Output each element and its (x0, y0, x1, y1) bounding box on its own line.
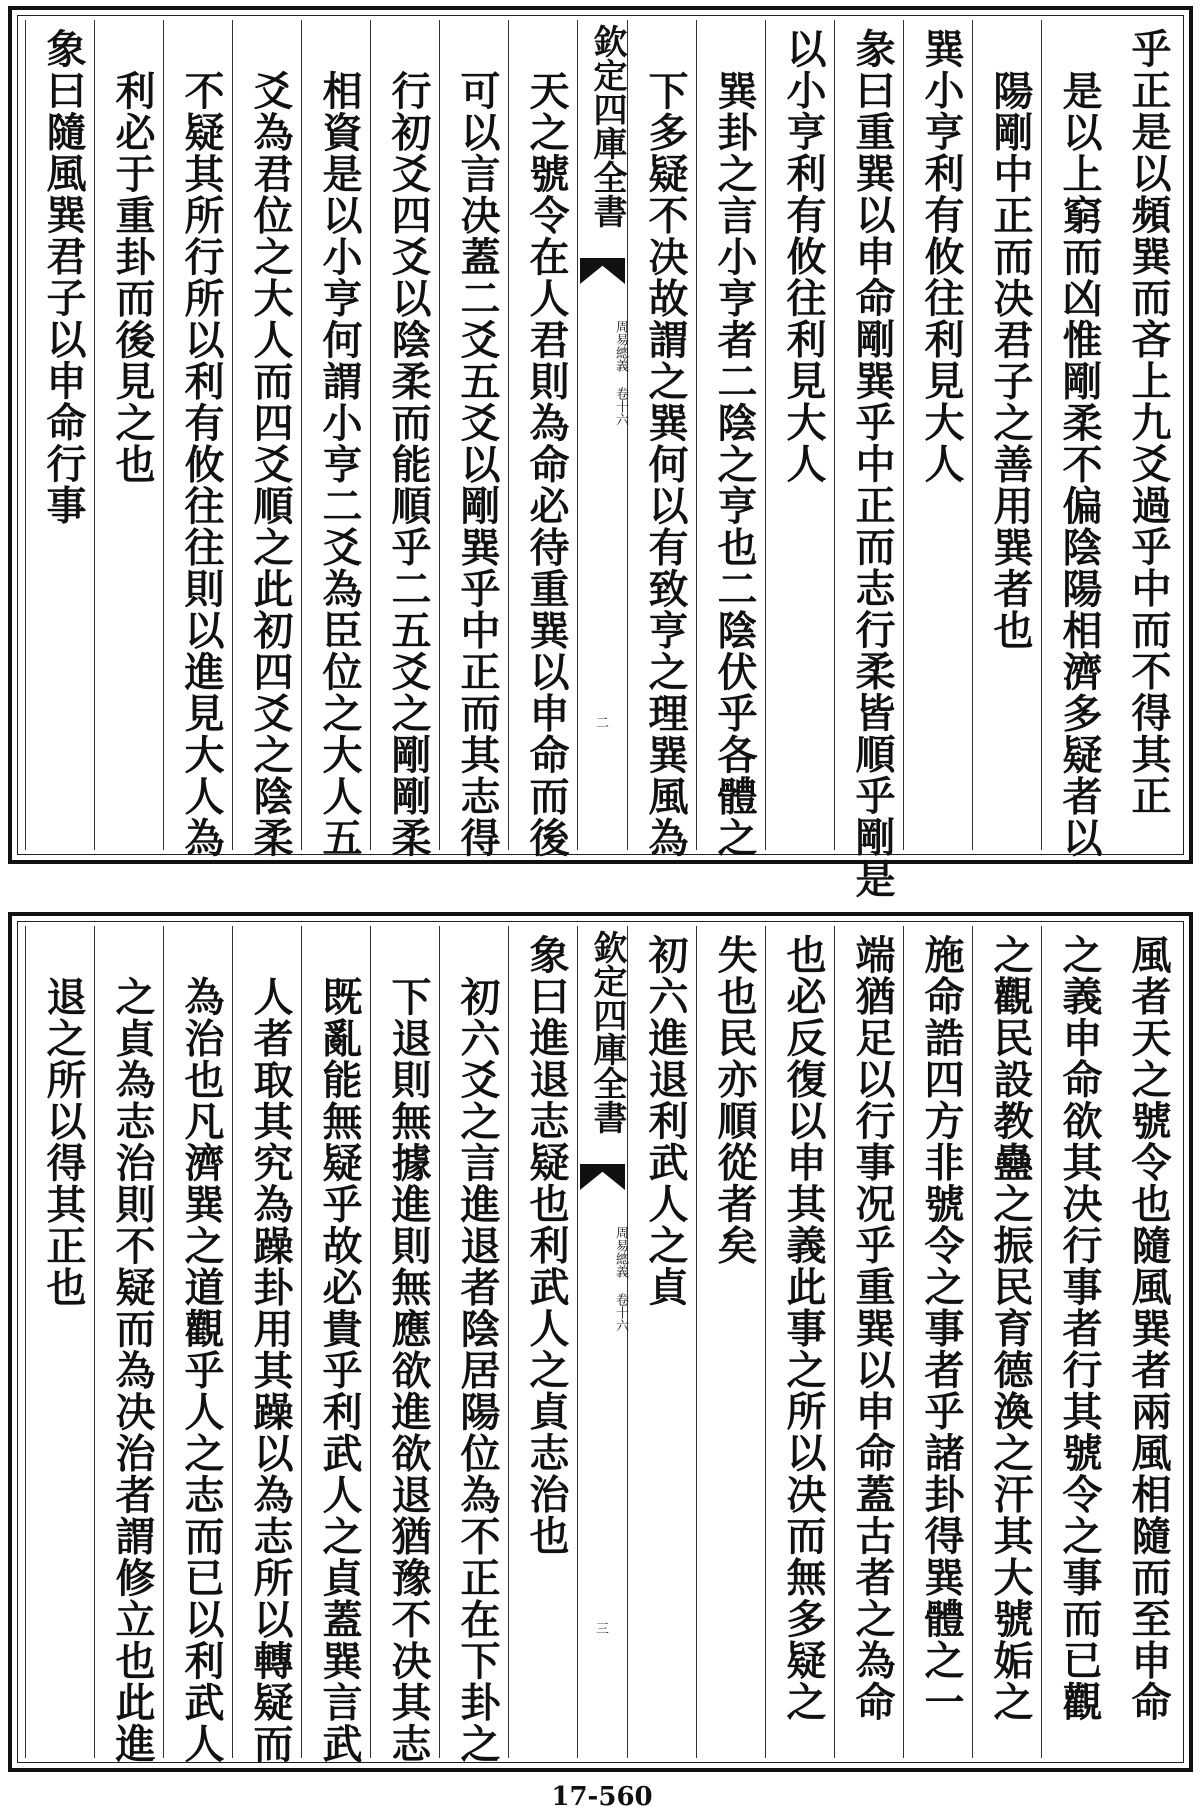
bottom-page (8, 912, 1193, 1772)
top-column-9: 天之號令在人君則為命必待重巽以申命而後 (508, 20, 577, 850)
top-column-4: 巽小亨利有攸往利見大人 (903, 20, 972, 850)
bottom-column-14: 為治也凡濟巽之道觀乎人之志而已以利武人 (163, 926, 232, 1758)
leaf-number: 三 (595, 1622, 609, 1637)
top-column-11: 行初爻四爻以陰柔而能順乎二五爻之剛剛柔 (370, 20, 439, 850)
top-column-16: 象曰隨風巽君子以申命行事 (25, 20, 94, 850)
juan-label: 周易總義 卷十六 (613, 320, 628, 426)
bottom-column-8: 初六進退利武人之貞 (627, 926, 696, 1758)
top-column-2: 是以上窮而凶惟剛柔不偏陰陽相濟多疑者以 (1041, 20, 1110, 850)
leaf-number: 二 (595, 716, 609, 731)
top-column-13: 爻為君位之大人而四爻順之此初四爻之陰柔 (232, 20, 301, 850)
fishtail-mark (580, 1164, 625, 1190)
bottom-column-10: 初六爻之言進退者陰居陽位為不正在下卦之 (439, 926, 508, 1758)
bottom-column-9: 象曰進退志疑也利武人之貞志治也 (508, 926, 577, 1758)
folio-number: 17-560 (551, 1782, 653, 1812)
top-column-6: 以小亨利有攸往利見大人 (765, 20, 834, 850)
book-title: 欽定四庫全書 (587, 24, 627, 228)
book-title: 欽定四庫全書 (587, 930, 627, 1134)
top-column-14: 不疑其所行所以利有攸往往則以進見大人為 (163, 20, 232, 850)
bottom-column-4: 施命誥四方非號令之事者乎諸卦得巽體之一 (903, 926, 972, 1758)
bottom-column-2: 之義申命欲其决行事者行其號令之事而已觀 (1041, 926, 1110, 1758)
bottom-column-5: 端猶足以行事况乎重巽以申命蓋古者之為命 (834, 926, 903, 1758)
bottom-column-7: 失也民亦順從者矣 (696, 926, 765, 1758)
bottom-column-1: 風者天之號令也隨風巽者兩風相隨而至申命 (1125, 934, 1172, 1723)
bottom-column-15: 之貞為志治則不疑而為决治者謂修立也此進 (94, 926, 163, 1758)
top-page (8, 6, 1193, 900)
bottom-column-3: 之觀民設教蠱之振民育德渙之汗其大號姤之 (972, 926, 1041, 1758)
top-column-3: 陽剛中正而决君子之善用巽者也 (972, 20, 1041, 850)
fishtail-mark (580, 258, 625, 284)
bottom-column-13: 人者取其究為躁卦用其躁以為志所以轉疑而 (232, 926, 301, 1758)
juan-label: 周易總義 卷十六 (613, 1226, 628, 1332)
bottom-center-band (577, 926, 627, 1758)
top-column-5: 彖曰重巽以申命剛巽乎中正而志行柔皆順乎剛是 (834, 20, 903, 850)
top-column-7: 巽卦之言小亨者二陰之亨也二陰伏乎各體之 (696, 20, 765, 850)
top-column-15: 利必于重卦而後見之也 (94, 20, 163, 850)
bottom-column-12: 既亂能無疑乎故必貴乎利武人之貞蓋巽言武 (301, 926, 370, 1758)
top-column-1: 乎正是以頻巽而吝上九爻過乎中而不得其正 (1125, 28, 1172, 817)
top-column-8: 下多疑不决故謂之巽何以有致亨之理巽風為 (627, 20, 696, 850)
bottom-column-16: 退之所以得其正也 (25, 926, 94, 1758)
bottom-column-6: 也必反復以申其義此事之所以决而無多疑之 (765, 926, 834, 1758)
top-column-10: 可以言决蓋二爻五爻以剛巽乎中正而其志得 (439, 20, 508, 850)
top-center-band (577, 20, 627, 850)
top-column-12: 相資是以小亨何謂小亨二爻為臣位之大人五 (301, 20, 370, 850)
bottom-column-11: 下退則無據進則無應欲進欲退猶豫不决其志 (370, 926, 439, 1758)
